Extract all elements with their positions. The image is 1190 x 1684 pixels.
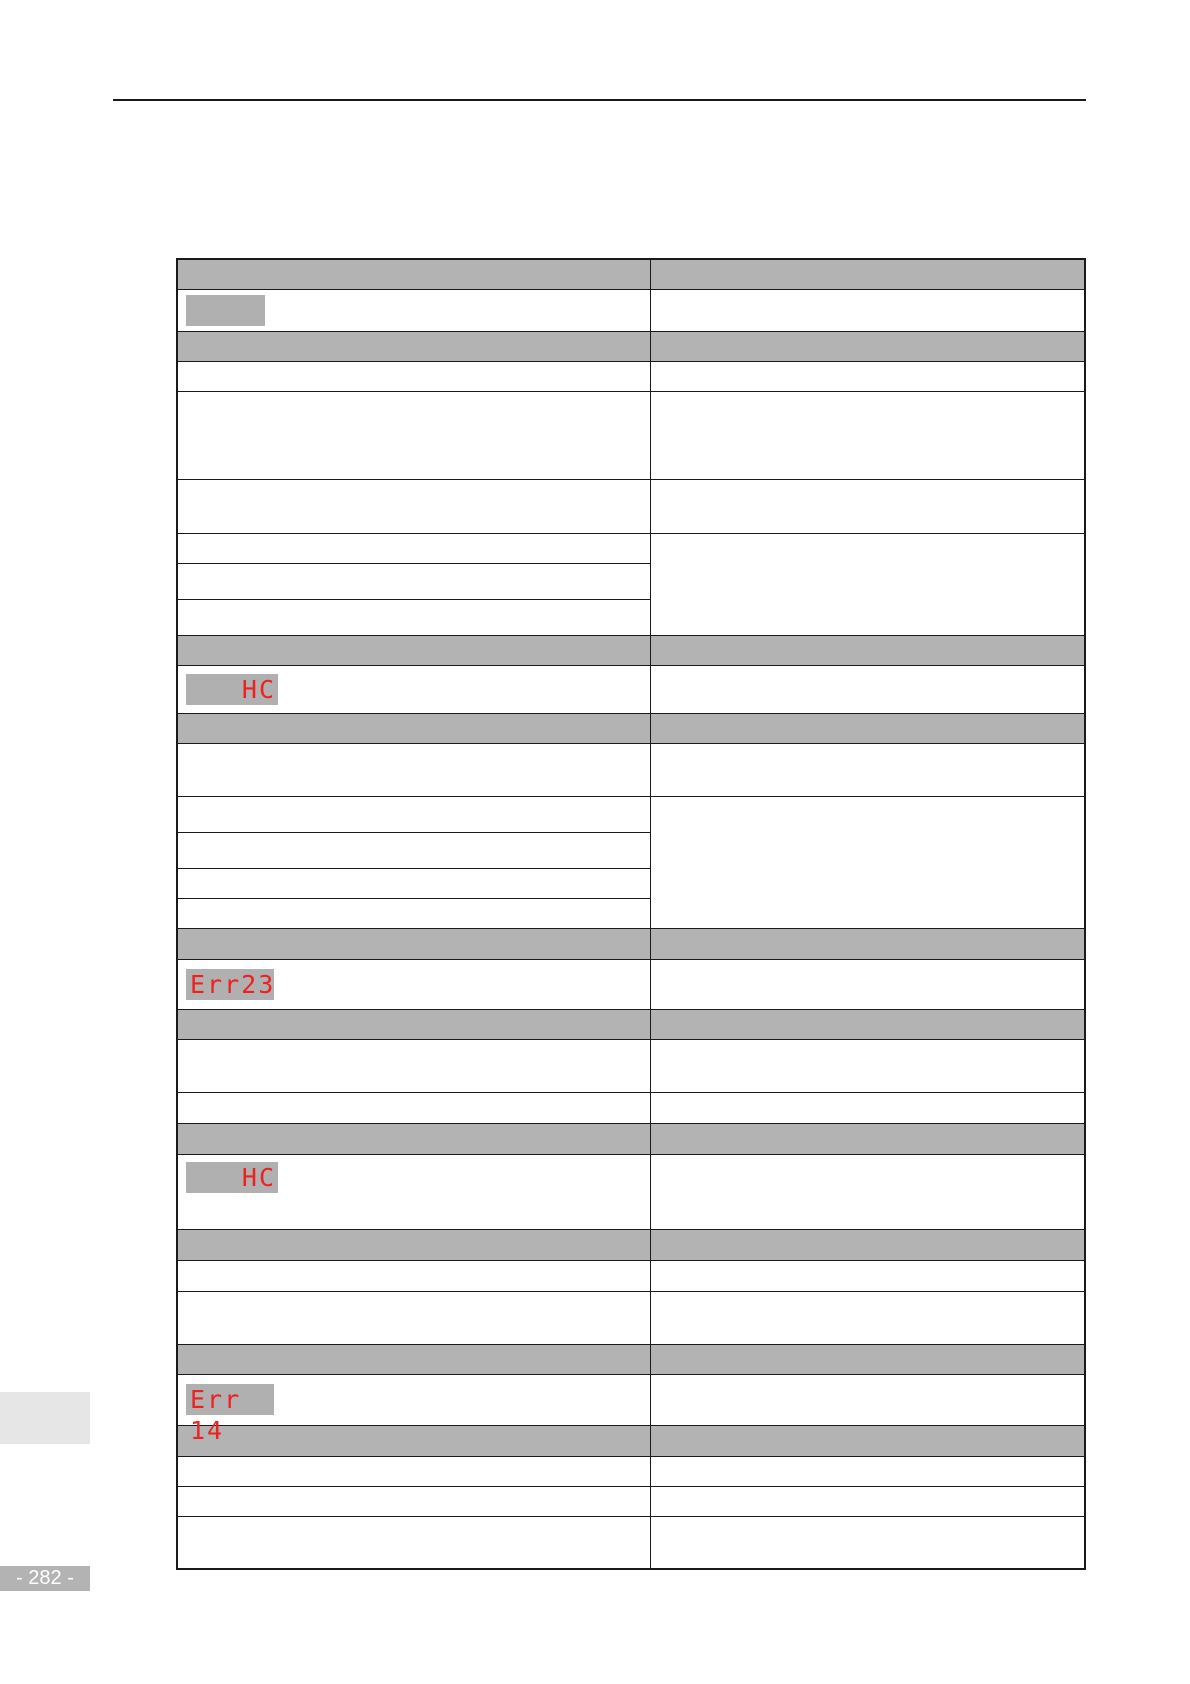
- table-row: [177, 533, 1085, 563]
- table-header-row: [177, 1344, 1085, 1374]
- table-header-row: [177, 1425, 1085, 1456]
- lcd-display: HC: [186, 674, 278, 705]
- display-row: [177, 959, 1085, 1009]
- table-row: [177, 796, 1085, 832]
- table-row: [177, 361, 1085, 391]
- table-header-row: [177, 1009, 1085, 1039]
- table-row: [177, 1456, 1085, 1486]
- lcd-display: [186, 295, 265, 326]
- page-number: - 282 -: [0, 1566, 90, 1591]
- fault-table: [176, 258, 1086, 1570]
- display-row: [177, 665, 1085, 713]
- display-row: [177, 1374, 1085, 1425]
- table-row: [177, 1260, 1085, 1291]
- display-row: [177, 1154, 1085, 1229]
- chapter-tab: [0, 1392, 90, 1444]
- table-row: [177, 479, 1085, 533]
- table-row: [177, 1039, 1085, 1092]
- table-row: [177, 1516, 1085, 1569]
- lcd-display: HC: [186, 1162, 278, 1193]
- lcd-display: Err 14: [186, 1384, 274, 1415]
- table-header-row: [177, 1229, 1085, 1260]
- table-row: [177, 391, 1085, 479]
- header-rule: [113, 99, 1086, 101]
- table-header-row: [177, 331, 1085, 361]
- table-row: [177, 743, 1085, 796]
- table-header-row: [177, 1123, 1085, 1154]
- table-header-row: [177, 713, 1085, 743]
- table-header-row: [177, 928, 1085, 959]
- table-row: [177, 1092, 1085, 1123]
- lcd-display: Err23: [186, 969, 274, 1000]
- table-row: [177, 1291, 1085, 1344]
- display-row: [177, 289, 1085, 331]
- table-header-row: [177, 259, 1085, 289]
- table-row: [177, 1486, 1085, 1516]
- table-header-row: [177, 635, 1085, 665]
